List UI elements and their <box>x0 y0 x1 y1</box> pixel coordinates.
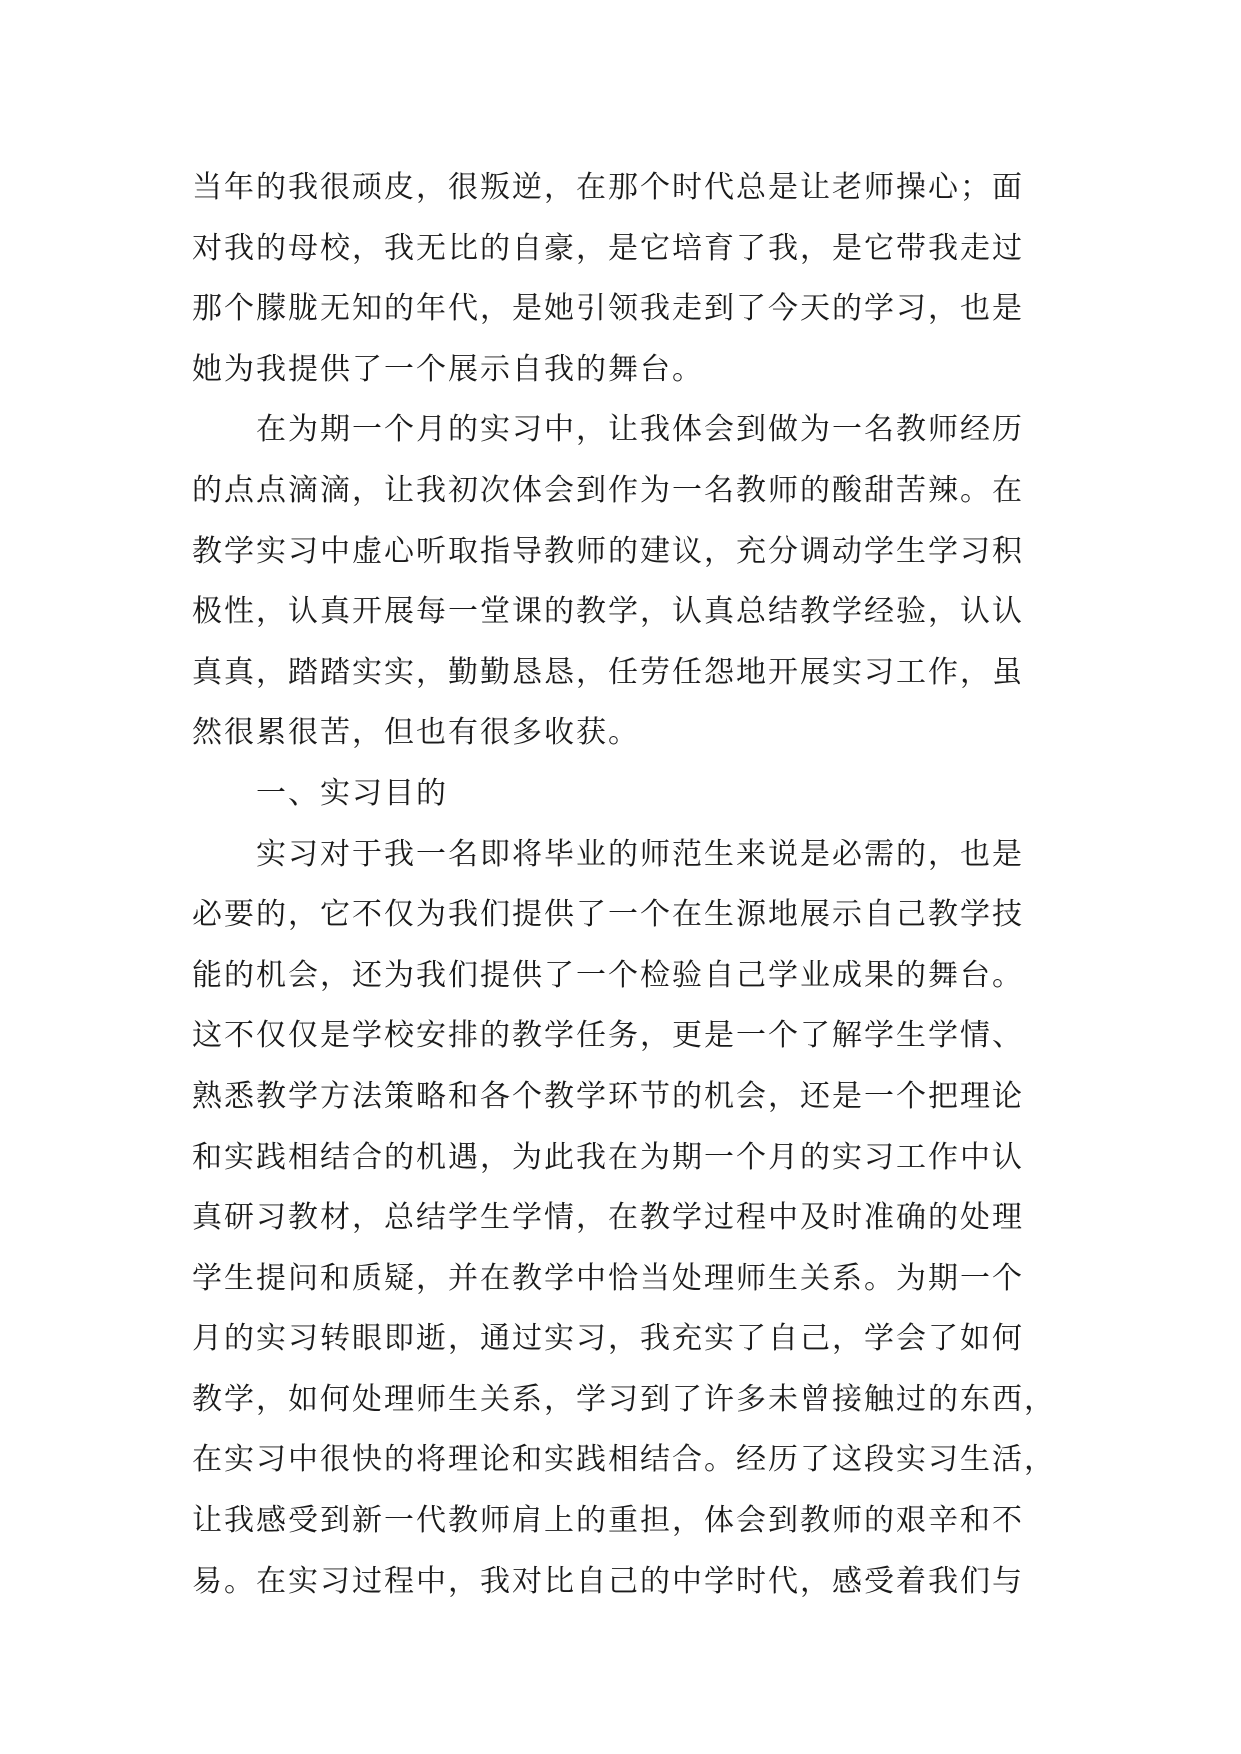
paragraph-intro <box>192 158 1072 400</box>
text-line: 能的机会，还为我们提供了一个检验自己学业成果的舞台。 <box>192 957 1024 993</box>
text-line: 在为期一个月的实习中，让我体会到做为一名教师经历 <box>256 412 1024 448</box>
text-line: 的点点滴滴，让我初次体会到作为一名教师的酸甜苦辣。在 <box>192 472 1024 508</box>
section-heading-text: 一、实习目的 <box>256 775 448 811</box>
text-line: 学生提问和质疑，并在教学中恰当处理师生关系。为期一个 <box>192 1260 1024 1296</box>
text-line: 让我感受到新一代教师肩上的重担，体会到教师的艰辛和不 <box>192 1503 1024 1539</box>
text-line: 这不仅仅是学校安排的教学任务，更是一个了解学生学情、 <box>192 1018 1024 1054</box>
text-line: 她为我提供了一个展示自我的舞台。 <box>192 351 704 387</box>
paragraph-internship-reflection <box>192 400 1072 764</box>
text-line: 易。在实习过程中，我对比自己的中学时代，感受着我们与 <box>192 1563 1024 1599</box>
section-heading <box>192 764 1072 825</box>
text-line: 在实习中很快的将理论和实践相结合。经历了这段实习生活， <box>192 1442 1056 1478</box>
text-line: 那个朦胧无知的年代，是她引领我走到了今天的学习，也是 <box>192 291 1024 327</box>
text-line: 必要的，它不仅为我们提供了一个在生源地展示自己教学技 <box>192 897 1024 933</box>
text-line: 熟悉教学方法策略和各个教学环节的机会，还是一个把理论 <box>192 1078 1024 1114</box>
body-text <box>192 158 1072 1612</box>
text-line: 教学实习中虚心听取指导教师的建议，充分调动学生学习积 <box>192 533 1024 569</box>
text-line: 月的实习转眼即逝，通过实习，我充实了自己，学会了如何 <box>192 1321 1024 1357</box>
text-line: 教学，如何处理师生关系，学习到了许多未曾接触过的东西， <box>192 1381 1056 1417</box>
text-line: 实习对于我一名即将毕业的师范生来说是必需的，也是 <box>256 836 1024 872</box>
text-line: 真真，踏踏实实，勤勤恳恳，任劳任怨地开展实习工作，虽 <box>192 654 1024 690</box>
text-line: 当年的我很顽皮，很叛逆，在那个时代总是让老师操心；面 <box>192 170 1024 205</box>
text-line: 对我的母校，我无比的自豪，是它培育了我，是它带我走过 <box>192 230 1024 266</box>
text-line: 真研习教材，总结学生学情，在教学过程中及时准确的处理 <box>192 1200 1024 1236</box>
paragraph-purpose <box>192 825 1072 1613</box>
text-line: 然很累很苦，但也有很多收获。 <box>192 715 640 751</box>
text-line: 和实践相结合的机遇，为此我在为期一个月的实习工作中认 <box>192 1139 1024 1175</box>
text-line: 极性，认真开展每一堂课的教学，认真总结教学经验，认认 <box>192 594 1024 630</box>
